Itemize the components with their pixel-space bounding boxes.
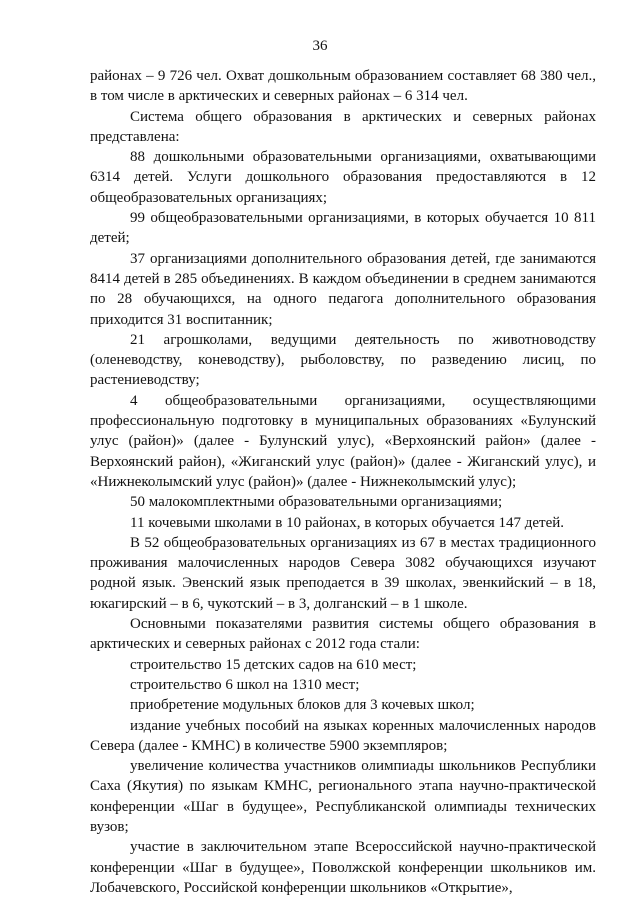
list-item: 37 организациями дополнительного образования детей, где занимаются 8414 детей в 285 объединениях. В каждом объединении в среднем занимаются по 28 обучающихся, на одного педагога дополнительного образования приходится 31 воспитанник; <box>90 250 596 328</box>
list-item: строительство 6 школ на 1310 мест; <box>130 676 360 693</box>
list-item: строительство 15 детских садов на 610 мест; <box>130 656 417 673</box>
paragraph: В 52 общеобразовательных организациях из 67 в местах традиционного проживания малочисленных народов Севера 3082 обучающихся изучают родной язык. Эвенский язык преподается в 39 школах, эвенкийский – в 18, юкагирский – в 6, чукотский – в 3, долганский – в 1 школе. <box>90 534 596 612</box>
page-number: 36 <box>312 38 328 54</box>
list-item: издание учебных пособий на языках коренных малочисленных народов Севера (далее - КМНС) в количестве 5900 экземпляров; <box>90 717 596 754</box>
list-item: 21 агрошколами, ведущими деятельность по животноводству (оленеводству, коневодству), рыболовству, по разведению лисиц, по растениеводству; <box>90 331 596 389</box>
paragraph: районах – 9 726 чел. Охват дошкольным образованием составляет 68 380 чел., в том числе в арктических и северных районах – 6 314 чел. <box>90 68 596 105</box>
list-item: приобретение модульных блоков для 3 кочевых школ; <box>130 697 475 714</box>
body-text <box>90 66 596 898</box>
paragraph: Система общего образования в арктических и северных районах представлена: <box>90 108 596 145</box>
list-item: 50 малокомплектными образовательными организациями; <box>130 494 503 511</box>
list-item: 88 дошкольными образовательными организациями, охватывающими 6314 детей. Услуги дошкольного образования предоставляются в 12 общеобразовательных организациях; <box>90 149 596 206</box>
list-item: участие в заключительном этапе Всероссийской научно-практической конференции «Шаг в будущее», Поволжской конференции школьников им. Лобачевского, Российской конференции школьников «Открытие», <box>90 839 596 896</box>
paragraph: Основными показателями развития системы общего образования в арктических и северных районах с 2012 года стали: <box>90 616 596 653</box>
list-item: 99 общеобразовательными организациями, в которых обучается 10 811 детей; <box>90 210 596 247</box>
list-item: 11 кочевыми школами в 10 районах, в которых обучается 147 детей. <box>130 514 565 531</box>
list-item: 4 общеобразовательными организациями, осуществляющими профессиональную подготовку в муниципальных образованиях «Булунский улус (район)» (далее - Булунский улус), «Верхоянский район» (далее - Верхоянский район), «Жиганский улус (район)» (далее - Жиганский улус), и «Нижнеколымский улус (район)» (далее - Нижнеколымский улус); <box>90 392 596 490</box>
list-item: увеличение количества участников олимпиады школьников Республики Саха (Якутия) по языкам КМНС, регионального этапа научно-практической конференции «Шаг в будущее», Республиканской олимпиады технических вузов; <box>90 758 596 835</box>
